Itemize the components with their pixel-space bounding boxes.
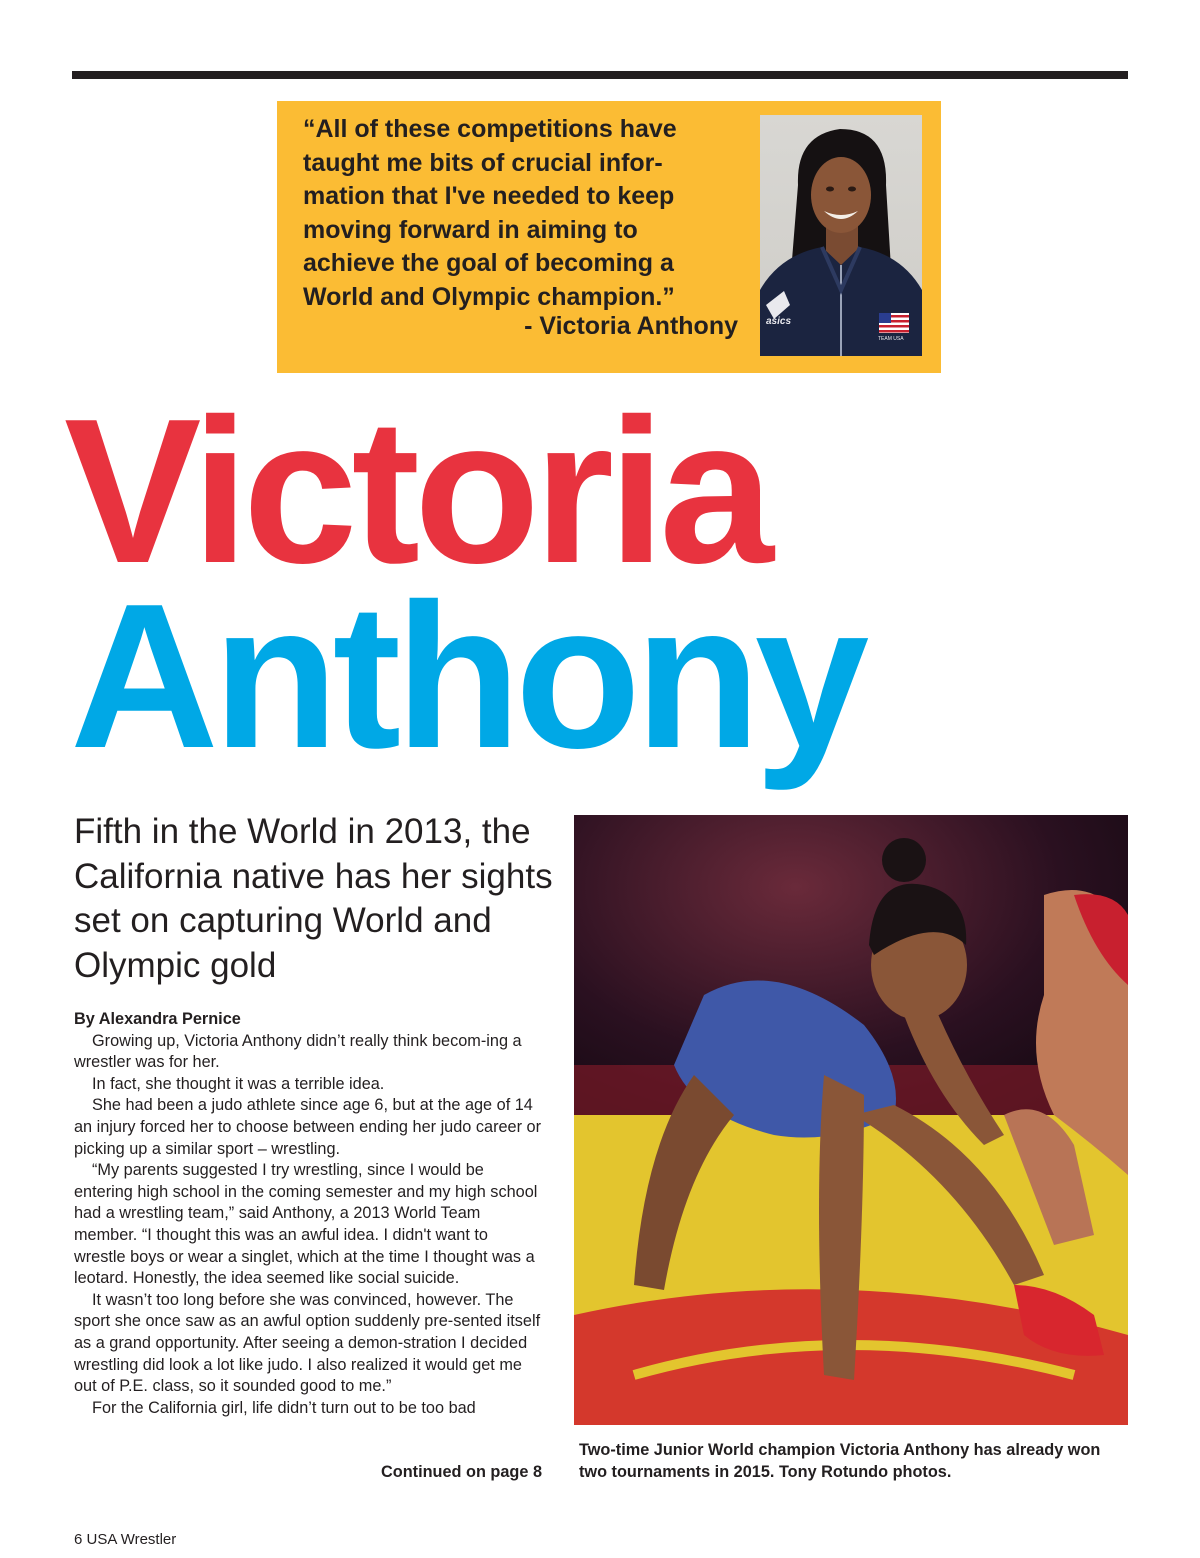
paragraph: “My parents suggested I try wrestling, since I would be entering high school in the coming semester and my high school had a wrestling team,” said Anthony, a 2013 World Team member. “I thought this was an awful idea. I didn't want to wrestle boys or wear a singlet, which at the time I thought was a leotard. Honestly, the idea seemed like social suicide. <box>74 1161 538 1288</box>
action-photo-illustration <box>574 815 1128 1425</box>
folio: 6 USA Wrestler <box>74 1531 177 1548</box>
photo-caption: Two-time Junior World champion Victoria Anthony has already won two tournaments in 2015. Tony Rotundo photos. <box>579 1441 1101 1481</box>
pull-quote-attribution: - Victoria Anthony <box>524 312 738 340</box>
top-rule <box>72 71 1128 79</box>
paragraph: In fact, she thought it was a terrible idea. <box>92 1074 385 1093</box>
paragraph: Growing up, Victoria Anthony didn’t really think becom-ing a wrestler was for her. <box>74 1031 522 1072</box>
paragraph: For the California girl, life didn’t turn out to be too bad <box>92 1398 476 1417</box>
headline-last-name: Anthony <box>70 561 864 791</box>
headline-first-name: Victoria <box>64 376 768 606</box>
article-body <box>74 1009 544 1419</box>
deck-subheadline: Fifth in the World in 2013, the California native has her sights set on capturing World and Olympic gold <box>74 812 553 985</box>
continued-line: Continued on page 8 <box>381 1463 542 1481</box>
team-usa-label: TEAM USA <box>878 336 904 342</box>
pull-quote-box <box>277 101 941 373</box>
pull-quote-text: “All of these competitions have taught me bits of crucial infor- mation that I've needed to keep moving forward in aiming to achieve the goal of becoming a World and Olympic champion.” <box>303 115 677 311</box>
headshot-photo <box>760 115 922 356</box>
paragraph: She had been a judo athlete since age 6, but at the age of 14 an injury forced her to choose between ending her judo career or picking up a similar sport – wrestling. <box>74 1096 542 1158</box>
byline: By Alexandra Pernice <box>74 1010 241 1028</box>
paragraph: It wasn’t too long before she was convinced, however. The sport she once saw as an awful option suddenly pre-sented itself as a grand opportunity. After seeing a demon-stration I decided wrestling did look a lot like judo. I also realized it would get me out of P.E. class, so it sounded good to me.” <box>74 1290 541 1396</box>
asics-logo: asics <box>766 316 792 327</box>
action-photo <box>574 815 1128 1425</box>
